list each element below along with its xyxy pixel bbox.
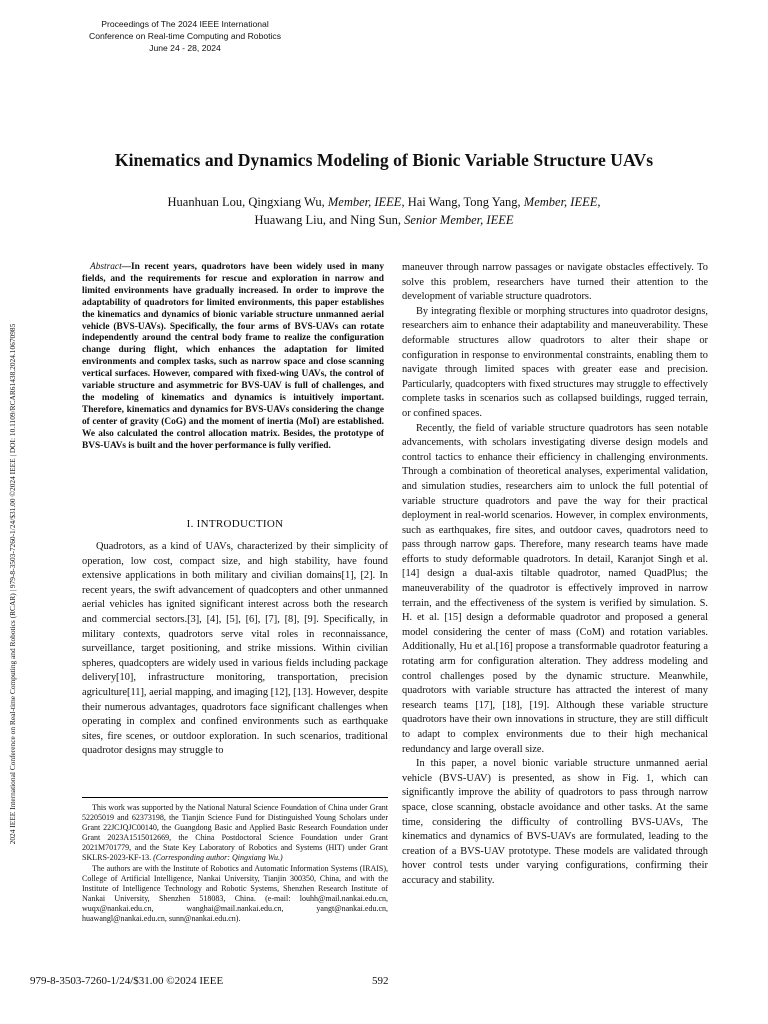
body-paragraph: Quadrotors, as a kind of UAVs, characterized by their simplicity of operation, low cost, compact size, and high stability, have found extensive applications in both military and civilian domains[1], [2]. In recent years, the swift advancement of quadcopters and other unmanned aerial vehicles has ignited significant interest across both the research and commercial sectors.[3], [4], [5], [6], [7], [8], [9]. Specifically, in military contexts, quadrotors serve vital roles in reconnaissance, surveillance, target positioning, and strike missions. Within civilian spheres, quadcopters are widely used in various fields including package delivery[10], infrastructure monitoring, transportation, precision agriculture[11], aerial mapping, and imaging [12], [13]. However, despite their numerous advantages, quadrotors face significant challenges when operating in complex and confined environments such as earthquake sites, fire scenes, or outdoor exploration. In such scenarios, traditional quadrotor designs may struggle to [82, 541, 388, 757]
funding-text: This work was supported by the National Natural Science Foundation of China under Grant 52205019 and 62373198, the Tianjin Science Fund for Distinguished Young Scholars under Grant 22JCJQJC00140, the Guangdong Basic and Applied Basic Research Foundation under Grant 2023A1515012669, the China Postdoctoral Science Foundation under Grant 2021M701779, and the State Key Laboratory of Robotics and Systems (HIT) under Grant SKLRS-2023-KF-13. [82, 803, 388, 863]
author-separator: , [597, 195, 601, 209]
section-heading: I. INTRODUCTION [186, 518, 284, 530]
author-role: Member, IEEE [523, 195, 598, 209]
author-names: Huanhuan Lou, Qingxiang Wu, [167, 195, 328, 209]
doi-sidebar: 2024 IEEE International Conference on Real-time Computing and Robotics (RCAR) | 979-8-3503-7260-1/24/$31.00 ©2024 IEEE | DOI: 10.1109/RCAR61438.2024.10670985 [8, 323, 17, 845]
footnote-divider [82, 797, 388, 798]
body-paragraph: By integrating flexible or morphing structures into quadrotor designs, researchers aim to enhance their adaptability and maneuverability. These deformable structures allow quadrotors to alter their shape or configuration in response to environmental constraints, enabling them to navigate through limited spaces with greater ease and precision. Particularly, quadcopters with fixed structures may struggle to effectively complete tasks in scenarios such as collapsed buildings, rugged terrain, or confined spaces. [402, 305, 708, 419]
abstract [82, 262, 384, 453]
proceedings-line: Proceedings of The 2024 IEEE International [101, 19, 269, 29]
body-paragraph: maneuver through narrow passages or navigate obstacles effectively. To solve this problem, researchers have turned their attention to the development of variable structure quadrotors. [402, 262, 708, 303]
author-line [80, 193, 688, 211]
abstract-label: Abstract [90, 262, 122, 272]
right-column [402, 261, 708, 889]
author-role: Member, IEEE [327, 195, 402, 209]
body-paragraph: In this paper, a novel bionic variable structure unmanned aerial vehicle (BVS-UAV) is presented, as show in Fig. 1, which can significantly improve the ability of quadrotors to pass through narrow space, close scanning, obstacle avoidance and other tasks. At the same time, considering the difficulty of controlling BVS-UAVs, The kinematics and dynamics of BVS-UAVs are formulated, leading to the creation of a BVS-UAV prototype. These models are validated through hover control tests under varying configurations, confirming their accuracy and stability. [402, 758, 708, 886]
author-line [80, 211, 688, 229]
abstract-body: —In recent years, quadrotors have been widely used in many fields, and the requirements for rescue and exploration in narrow and limited environments have gradually increased. In order to improve the adaptability of quadrotors for limited environments, this paper establishes the kinematics and dynamics of bionic variable structure unmanned aerial vehicle (BVS-UAVs). Specifically, the four arms of BVS-UAVs can rotate independently around the central body frame to realize the configuration change during flight, which enhances the adaptation for limited environments and complex tasks, such as narrow space and close scanning vertical surfaces. However, compared with fixed-wing UAVs, the control of variable structure and asymmetric for BVS-UAV is full of challenges, and the modeling of kinematics and dynamics is intuitively important. Therefore, kinematics and dynamics for BVS-UAVs considering the change of center of gravity (CoG) and the moment of inertia (MoI) are established. We also calculated the control allocation matrix. Besides, the prototype of BVS-UAVs is built and the hover performance is fully verified. [82, 262, 384, 451]
body-paragraph: Recently, the field of variable structure quadrotors has seen notable advancements, with scholars investigating diverse design models and control tactics to enhance their efficiency in challenging environments. Through a combination of theoretical analyses, experimental validation, and simulation studies, researchers aim to unlock the full potential of variable structure quadrotors and pave the way for their practical deployment in real-world scenarios. However, in complex environments, such as earthquakes, fire sites, and outdoor caves, quadrotors need to pass through narrow gaps. Therefore, many research teams have made efforts to study deformable quadrotors. In detail, Karanjot Singh et al. [14] design a dual-axis tiltable quadrotor, named QuadPlus; the maneuverability of the quadrotor is effectively improved in narrow terrain, and the effectiveness of the system is verified by simulation. S. H. et al. [15] design a deformable quadrotor and proposed a general model considering the center of mass (CoM) and rotation variables. Additionally, Hu et al.[16] propose a transformable quadrotor featuring a rotating arm for configuration alteration. They address modeling and control challenges posed by the dynamic structure. Meanwhile, quadrotors with variable structure has attracted the interest of many research teams [17], [18], [19]. Although these variable structure quadrotors have their own innovations in structure, they are still difficult to adapt to complex environments due to their high mechanical redundancy and large overall size. [402, 422, 708, 755]
author-role: Senior Member, IEEE [404, 213, 514, 227]
affiliation-note: The authors are with the Institute of Robotics and Automatic Information Systems (IRAIS), College of Artificial Intelligence, Nankai University, Tianjin 300350, China, and with the Institute of Intelligence Technology and Robotic Systems, Shenzhen Research Institute of Nankai University, Shenzhen 518083, China. (e-mail: louhh@mail.nankai.edu.cn, wuqx@nankai.edu.cn, wanghai@mail.nankai.edu.cn, yangt@nankai.edu.cn, huawangl@nankai.edu.cn, sunn@nankai.edu.cn). [82, 863, 388, 924]
proceedings-line: Conference on Real-time Computing and Robotics [88, 31, 282, 42]
funding-note [82, 803, 388, 864]
page-number: 592 [372, 975, 389, 987]
author-names: , Hai Wang, Tong Yang, [401, 195, 524, 209]
author-block [80, 193, 688, 229]
paper-title: Kinematics and Dynamics Modeling of Bionic Variable Structure UAVs [114, 150, 654, 170]
isbn-footer: 979-8-3503-7260-1/24/$31.00 ©2024 IEEE [30, 975, 224, 987]
intro-left-column [82, 540, 388, 759]
footnote [82, 803, 388, 924]
corresponding-author: (Corresponding author: Qingxiang Wu.) [153, 853, 283, 863]
author-names: Huawang Liu, and Ning Sun, [254, 213, 405, 227]
proceedings-header [80, 18, 290, 55]
proceedings-date: June 24 - 28, 2024 [149, 43, 221, 54]
